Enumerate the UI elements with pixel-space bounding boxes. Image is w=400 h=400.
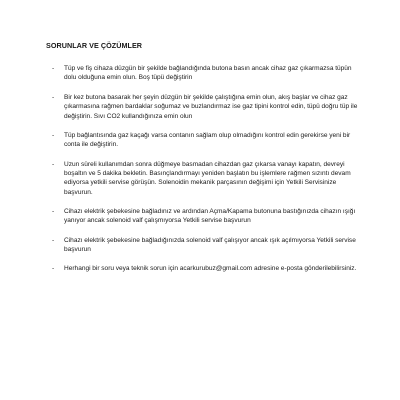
list-bullet: -: [52, 236, 55, 244]
troubleshooting-list: [52, 64, 362, 284]
list-item: [52, 236, 362, 255]
list-item-text: Tüp ve fiş cihaza düzgün bir şekilde bağlandığında butona basın ancak cihaz gaz çıkarmazsa tüpün dolu olduğuna emin olun. Boş tüpü değiştirin: [64, 65, 352, 82]
list-item: [52, 64, 362, 83]
list-item-text: Uzun süreli kullanımdan sonra düğmeye basmadan cihazdan gaz çıkarsa vanayı kapatın, devreyi boşaltın ve 5 dakika bekletin. Basınçlandırmayı yeniden başlatın bu işlemlere rağmen sızıntı devam ediyorsa yetkili servise görüşün. Solenoidin mekanik parçasının değişimi için Yetkili Servisinize başvurun.: [64, 160, 351, 196]
list-item-text: Tüp bağlantısında gaz kaçağı varsa contanın sağlam olup olmadığını kontrol edin gerekirse yeni bir conta ile değiştirin.: [64, 131, 351, 149]
list-item: [52, 160, 362, 198]
list-bullet: -: [52, 160, 55, 168]
list-bullet: -: [52, 93, 55, 101]
list-bullet: -: [52, 131, 55, 139]
list-item-text: Herhangi bir soru veya teknik sorun için acarkurubuz@gmail.com adresine e-posta gönderilebilirsiniz.: [64, 265, 357, 273]
list-item-text: Cihazı elektrik şebekesine bağladığınızda solenoid valf çalışıyor ancak ışık açılmıyorsa Yetkili servise başvurun: [64, 236, 356, 254]
list-bullet: -: [52, 65, 55, 72]
list-item: [52, 264, 362, 273]
section-heading: SORUNLAR VE ÇÖZÜMLER: [46, 41, 143, 50]
list-bullet: -: [52, 208, 55, 216]
list-item-text: Cihazı elektrik şebekesine bağladınız ve ardından Açma/Kapama butonuna bastığınızda cihazın ışığı yanıyor ancak solenoid valf çalışmıyorsa Yetkili servise başvurun: [64, 208, 356, 225]
list-bullet: -: [52, 265, 55, 273]
list-item-text: Bir kez butona basarak her şeyin düzgün bir şekilde çalıştığına emin olun, akış başlar ve cihaz gaz çıkarmasına rağmen bardaklar soğumaz ve buzlandırmaz ise gaz tipini kontrol edin, tüpü doğru tüp ile değiştirin. Sıvı CO2 kullandığınıza emin olun: [64, 93, 358, 120]
list-item: [52, 93, 362, 121]
list-item: [52, 207, 362, 226]
list-item: [52, 131, 362, 150]
